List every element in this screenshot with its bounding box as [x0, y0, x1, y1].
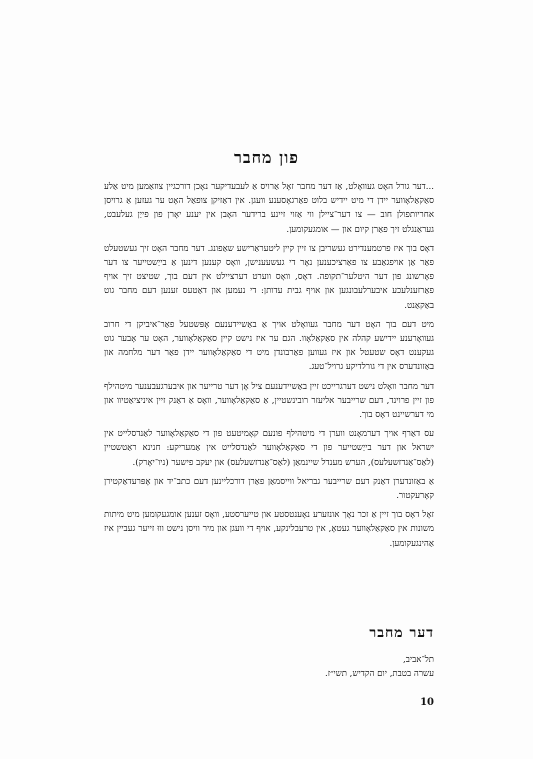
paragraph-5: עס דאַרף אויך דערמאָנט ווערן די מיטהילף פונעם קאָמיטעט פון די סאַקאַלאָווער לאַנדסלייט אין ישראל און דער בייַשטייער פון די סאַקאַלאָווער לאַנדסלייט אין אַמעריקע: חנינא ראַטשטיין (לאַס־אַנדזשעלעס), הערש מענדל שיינמאַן (לאַס־אַנדזשעלעס) און יעקב פישער (ניו־יאָרק). [104, 429, 434, 468]
preface-body [104, 180, 434, 556]
page-number: 10 [420, 697, 434, 708]
page-title: פון מחבר [234, 148, 299, 167]
paragraph-2: דאָס בוך איז פרטמענדירט געשריבן צו זיין קיין ליטעראַרישע שאַפונג. דער מחבר האָט זיך געשטעלט פאַר אַן אויפגאַבע צו פאַרציכענען נאָר די געשעענישן, וואָס קענען דינען אַ בייַשטייער צו דער פאָרשונג פון דער היטלער־תקופה. דאָס, וואָס ווערט דערציילט אין דעם בוך, שטיצט זיך אויף פאַרזענלעכע איבערלעבונגען און אויף גבית עדותן: די נעמען און דאַטעס זענען דעם מחבר גוט באַקאַנט. [104, 243, 434, 311]
paragraph-3: מיט דעם בוך האָט דער מחבר געוואָלט אויך אַ באַשיידענעם אָפּשטעל פאַר־איביקן די חרוב געוואָרענע יידישע קהלה אין סאַקאַלאָוו. הגם ער איז נישט קיין סאַקאַלאָווער, האָט ער אָבער גוט געקענט דאָס שטעטל און איז געווען פאַרבונדן מיט די סאַקאַלאָווער יידן פאַר דער מלחמה און באַזונדערס אין די גורלדיקע גרויל־טעג. [104, 319, 434, 373]
paragraph-6: אַ באַזונדערן דאַנק דעם שרייבער גבריאל ווייסמאַן פאַרן דורכליינען דעם כתב־יד און אָפּרעדאַקטירן קאָרעקטור. [104, 476, 434, 502]
place-and-date [104, 653, 434, 681]
paragraph-7: זאָל דאָס בוך זיין אַ זכר נאָך אונזערע נאָענטסטע און טייערסטע, וואָס זענען אומגעקומען מיט מיתות משונות אין סאַקאַלאָווער געטאָ, אין טרעבלינקע, אויף די וועגן און מיר וויסן נישט וווּ זייער געביין איז אַהינגעקומען. [104, 510, 434, 549]
paragraph-4: דער מחבר וואָלט נישט דערגרייכט זיין באַשיידענעם ציל אָן דער טרייער און איבערגעבענער מיטהילף פון זיין פרוינד, דעם שרייבער אליעזר רובינשטיין, אַ סאַקאַלאָווער, וואָס אַ דאַנק זיין איניציאַטיוו און מי דערשיינט דאָס בוך. [104, 381, 434, 421]
author-signature: דער מחבר [369, 625, 434, 641]
place-line: תל־אביב, [403, 655, 434, 665]
date-line: עשרה בטבת, יום הקדיש, תשי״ז. [324, 669, 434, 679]
paragraph-1: ...דער גורל האָט געוואָלט, אַז דער מחבר זאָל אַרויס אַ לעבעדיקער נאָכן דורכגיין צוזאַמען מיט אַלע סאַקאַלאָווער יידן די מיט יידיש בלוט פאַרגאָסענע וועגן. אין דאַזיקן צופאַל האָט ער געזען אַ גרויסן אחריותפולן חוב — צו דער־ציילן ווי אַזוי זיינע ברידער האָבן אין יענע יאָרן פון פייַן געלעבט, געראַנגלט זיך פאַרן קיום און — אומגעקומען. [104, 182, 434, 235]
